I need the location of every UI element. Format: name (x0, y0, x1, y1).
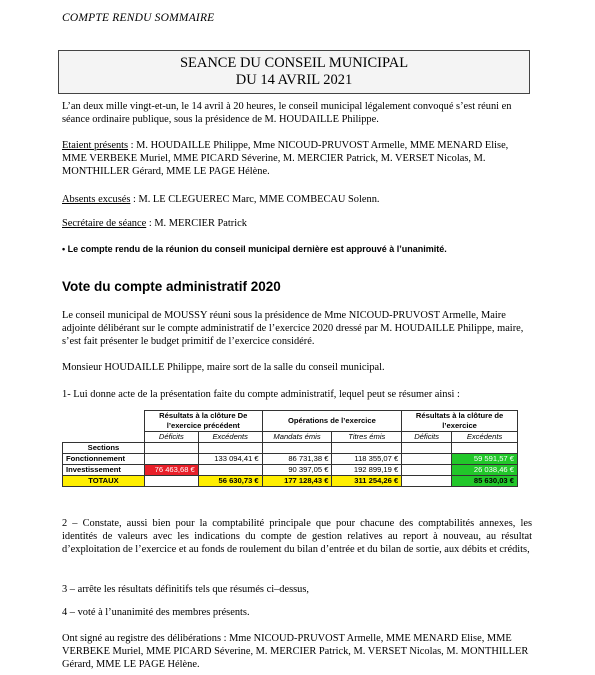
table-cell-highlight: 56 630,73 € (198, 476, 262, 487)
table-subheader: Déficits (402, 432, 452, 443)
approval-line: • Le compte rendu de la réunion du conseil municipal dernière est approuvé à l’unanimité. (62, 244, 447, 254)
table-cell (144, 443, 198, 454)
sections-label: Sections (63, 443, 145, 454)
secretaire-label: Secrétaire de séance (62, 218, 147, 229)
table-cell-highlight: 311 254,26 € (332, 476, 402, 487)
table-group-header-1: Résultats à la clôture De l’exercice précédent (144, 411, 262, 432)
presents-paragraph (62, 139, 532, 178)
table-subheader: Titres émis (332, 432, 402, 443)
paragraph-1: Le conseil municipal de MOUSSY réuni sous la présidence de Mme NICOUD-PRUVOST Armelle, Maire adjointe délibérant sur le compte administratif de l’exercice 2020 dressé par M. HOUDAILLE Philippe, maire, s’est fait présenter le budget primitif de l’exercice considéré. (62, 310, 524, 347)
title-box (58, 50, 530, 94)
paragraph-3: 1- Lui donne acte de la présentation faite du compte administratif, lequel peut se résumer ainsi : (62, 389, 460, 400)
title-line-2: DU 14 AVRIL 2021 (235, 72, 353, 88)
table-cell (144, 476, 198, 487)
table-group-header-3: Résultats à la clôture de l’exercice (402, 411, 518, 432)
table-cell-highlight: 26 038,46 € (452, 465, 518, 476)
paragraph-7: Ont signé au registre des délibérations : Mme NICOUD-PRUVOST Armelle, MME MENARD Elise, MME VERBEKE Muriel, MME PICARD Séverine, M. MERCIER Patrick, M. VERSET Nicolas, M. MONTHILLER Gérard, MME LE PAGE Hélène. (62, 633, 529, 670)
excuses-text: : M. LE CLEGUEREC Marc, MME COMBECAU Solenn. (130, 194, 380, 205)
presents-text: : M. HOUDAILLE Philippe, Mme NICOUD-PRUVOST Armelle, MME MENARD Elise, MME VERBEKE Muriel, MME PICARD Séverine, M. MERCIER Patrick, M. VERSET Nicolas, M. MONTHILLER Gérard, MME LE PAGE Hélène. (62, 140, 509, 177)
table-corner-2 (63, 432, 145, 443)
intro-paragraph: L’an deux mille vingt-et-un, le 14 avril à 20 heures, le conseil municipal légalement convoqué s’est réuni en séance ordinaire publique, sous la présidence de M. HOUDAILLE Philippe. (62, 101, 512, 125)
table-cell (198, 465, 262, 476)
accounts-table (62, 410, 518, 487)
table-cell-highlight: 85 630,03 € (452, 476, 518, 487)
table-cell (402, 454, 452, 465)
table-subheader: Mandats émis (262, 432, 332, 443)
table-subheader: Déficits (144, 432, 198, 443)
table-cell: 118 355,07 € (332, 454, 402, 465)
table-cell: 192 899,19 € (332, 465, 402, 476)
table-subheader: Excédents (452, 432, 518, 443)
section-title: Vote du compte administratif 2020 (62, 279, 281, 294)
table-cell (402, 443, 452, 454)
row-label: TOTAUX (63, 476, 145, 487)
table-row-fonctionnement (63, 454, 518, 465)
paragraph-4: 2 – Constate, aussi bien pour la comptabilité principale que pour chacune des comptabilités annexes, les identités de valeurs avec les indications du compte de gestion relatives au report à nouveau, au résultat d’exploitation de l’exercice et au fonds de roulement du bilan d’entrée et du bilan de sortie, aux débits et crédits, (62, 518, 532, 555)
table-group-header-2: Opérations de l’exercice (262, 411, 402, 432)
table-cell (198, 443, 262, 454)
row-label: Investissement (63, 465, 145, 476)
secretaire-paragraph (62, 217, 532, 230)
table-row-totaux (63, 476, 518, 487)
table-cell (402, 476, 452, 487)
table-cell (262, 443, 332, 454)
table-cell-highlight: 76 463,68 € (144, 465, 198, 476)
table-cell: 90 397,05 € (262, 465, 332, 476)
table-cell (452, 443, 518, 454)
table-cell-highlight: 177 128,43 € (262, 476, 332, 487)
table-cell-highlight: 59 591,57 € (452, 454, 518, 465)
table-cell (332, 443, 402, 454)
table-cell (402, 465, 452, 476)
table-corner (63, 411, 145, 432)
table-cell: 133 094,41 € (198, 454, 262, 465)
title-line-1: SEANCE DU CONSEIL MUNICIPAL (179, 55, 409, 71)
excuses-paragraph (62, 193, 532, 206)
table-subheader: Excédents (198, 432, 262, 443)
document-header: COMPTE RENDU SOMMAIRE (62, 12, 215, 24)
table-cell (144, 454, 198, 465)
paragraph-5: 3 – arrête les résultats définitifs tels que résumés ci–dessus, (62, 584, 310, 595)
paragraph-2: Monsieur HOUDAILLE Philippe, maire sort de la salle du conseil municipal. (62, 362, 385, 373)
table-row-investissement (63, 465, 518, 476)
row-label: Fonctionnement (63, 454, 145, 465)
secretaire-text: : M. MERCIER Patrick (146, 218, 247, 229)
table-cell: 86 731,38 € (262, 454, 332, 465)
presents-label: Etaient présents (62, 140, 129, 151)
paragraph-6: 4 – voté à l’unanimité des membres présents. (62, 607, 250, 618)
excuses-label: Absents excusés (62, 194, 131, 205)
